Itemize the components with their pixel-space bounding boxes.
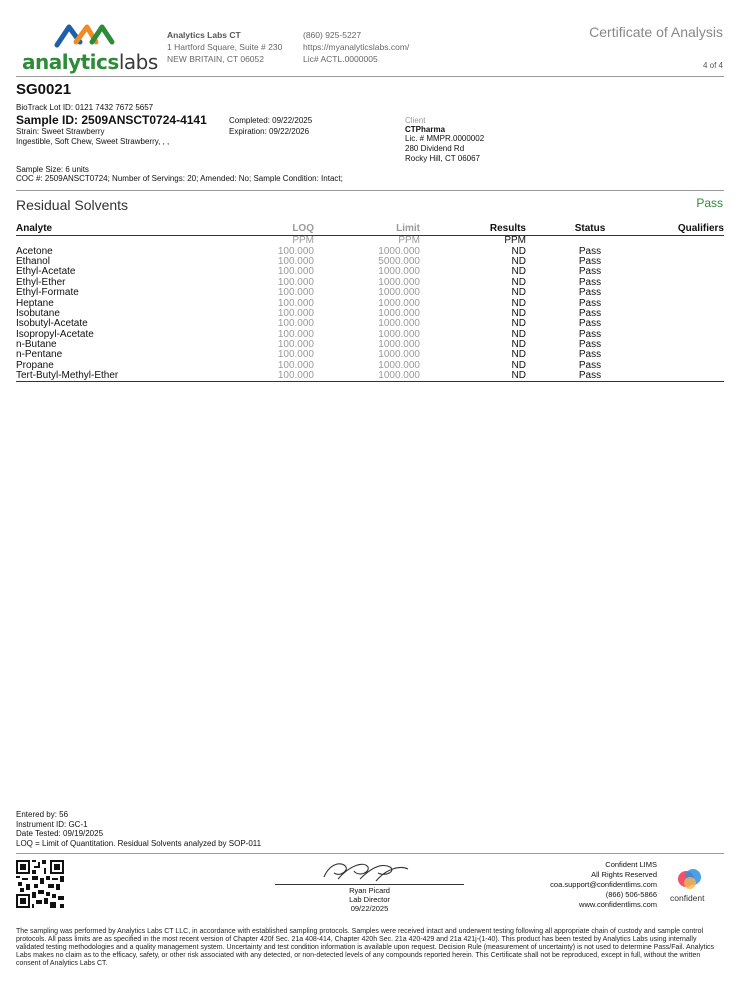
result-cell: ND <box>511 307 526 319</box>
analyte-cell: Ethyl-Acetate <box>16 266 76 278</box>
analyte-cell: Ethyl-Ether <box>16 276 66 288</box>
lab-address-block <box>167 29 282 65</box>
confident-logo-text: confident <box>670 893 705 903</box>
table-row <box>16 319 724 329</box>
status-cell: Pass <box>578 318 602 330</box>
status-cell: Pass <box>578 255 602 267</box>
matrix: Ingestible, Soft Chew, Sweet Strawberry, , , <box>16 137 170 146</box>
limit-cell: 5000.000 <box>378 255 420 267</box>
signer-title: Lab Director <box>349 895 390 904</box>
lab-name: Analytics Labs CT <box>167 30 241 40</box>
qualifier-cell <box>654 309 724 319</box>
qualifier-cell <box>654 246 724 256</box>
result-cell: ND <box>511 339 526 351</box>
status-cell: Pass <box>578 307 602 319</box>
result-cell: ND <box>511 359 526 371</box>
status-cell: Pass <box>578 245 602 257</box>
result-cell: ND <box>511 297 526 309</box>
limit-cell: 1000.000 <box>378 297 420 309</box>
client-block <box>405 116 484 164</box>
loq-cell: 100.000 <box>277 287 314 299</box>
analyte-cell: Propane <box>16 359 54 371</box>
result-cell: ND <box>420 371 526 382</box>
analytics-labs-logo-mark <box>54 22 116 48</box>
limit-cell: 1000.000 <box>378 266 420 278</box>
biotrack-lot-id: BioTrack Lot ID: 0121 7432 7672 5657 <box>16 103 154 112</box>
qualifier-cell <box>654 361 724 371</box>
table-row <box>16 246 724 256</box>
loq-cell: 100.000 <box>277 359 314 371</box>
date-tested: Date Tested: 09/19/2025 <box>16 829 104 838</box>
lims-website[interactable]: www.confidentlims.com <box>579 900 657 909</box>
client-license: Lic. # MMPR.0000002 <box>405 134 485 143</box>
limit-cell: 1000.000 <box>378 349 420 361</box>
footer-divider <box>16 853 724 854</box>
status-cell: Pass <box>578 276 602 288</box>
status-cell: Pass <box>578 297 602 309</box>
analytics-labs-logo-text: analyticslabs <box>22 50 158 74</box>
completed-date: Completed: 09/22/2025 <box>229 116 313 125</box>
page-number: 4 of 4 <box>702 61 723 70</box>
loq-cell: 100.000 <box>277 245 314 257</box>
analyte-cell: n-Butane <box>16 339 57 351</box>
table-row <box>16 309 724 319</box>
analyte-cell: Tert-Butyl-Methyl-Ether <box>16 371 226 382</box>
qualifier-cell <box>654 298 724 308</box>
limit-unit: PPM <box>398 235 420 247</box>
test-info-block <box>16 810 261 848</box>
qualifier-cell <box>654 267 724 277</box>
expiration-date: Expiration: 09/22/2026 <box>229 127 310 136</box>
units-row <box>16 236 724 247</box>
status-cell: Pass <box>526 371 654 382</box>
lims-phone: (866) 506-5866 <box>605 890 657 899</box>
confident-logo-icon <box>676 866 704 892</box>
header-analyte: Analyte <box>16 222 226 236</box>
section-title: Residual Solvents <box>16 197 129 213</box>
table-row <box>16 330 724 340</box>
loq-unit: PPM <box>292 235 314 247</box>
loq-cell: 100.000 <box>277 276 314 288</box>
sample-code: SG0021 <box>16 81 72 98</box>
entered-by: Entered by: 56 <box>16 810 69 819</box>
lab-phone: (860) 925-5227 <box>303 30 362 40</box>
limit-cell: 1000.000 <box>378 318 420 330</box>
signer-block <box>275 886 464 913</box>
table-row <box>16 267 724 277</box>
lab-license: Lic# ACTL.0000005 <box>303 54 378 64</box>
result-cell: ND <box>511 318 526 330</box>
analyte-cell: Isobutane <box>16 307 60 319</box>
loq-cell: 100.000 <box>277 266 314 278</box>
status-cell: Pass <box>578 359 602 371</box>
header-qualifiers: Qualifiers <box>654 222 724 236</box>
lab-contact-block <box>303 29 409 65</box>
lims-email[interactable]: coa.support@confidentlims.com <box>550 880 657 889</box>
analyte-cell: Ethanol <box>16 255 50 267</box>
loq-cell: 100.000 <box>277 328 314 340</box>
status-cell: Pass <box>578 287 602 299</box>
result-cell: ND <box>511 328 526 340</box>
instrument-id: Instrument ID: GC-1 <box>16 819 88 829</box>
loq-cell: 100.000 <box>277 349 314 361</box>
result-cell: ND <box>511 276 526 288</box>
table-row <box>16 340 724 350</box>
section-status: Pass <box>696 196 723 210</box>
coc-info: COC #: 2509ANSCT0724; Number of Servings: 20; Amended: No; Sample Condition: Intact; <box>16 174 343 183</box>
qualifier-cell <box>654 340 724 350</box>
header-divider <box>16 76 724 77</box>
analyte-cell: Isobutyl-Acetate <box>16 318 88 330</box>
strain: Strain: Sweet Strawberry <box>16 127 105 136</box>
loq-cell: 100.000 <box>277 339 314 351</box>
result-cell: ND <box>511 245 526 257</box>
limit-cell: 1000.000 <box>378 276 420 288</box>
client-label: Client <box>405 116 426 125</box>
status-cell: Pass <box>578 328 602 340</box>
signer-date: 09/22/2025 <box>350 904 389 913</box>
analyte-cell: Acetone <box>16 245 53 257</box>
results-table <box>16 222 724 382</box>
status-cell: Pass <box>578 349 602 361</box>
lab-address-line2: NEW BRITAIN, CT 06052 <box>167 54 264 64</box>
qualifier-cell <box>654 278 724 288</box>
limit-cell: 1000.000 <box>378 287 420 299</box>
header-results: Results <box>420 222 526 236</box>
qualifier-cell <box>654 319 724 329</box>
status-cell: Pass <box>578 266 602 278</box>
analyte-cell: n-Pentane <box>16 349 63 361</box>
limit-cell: 1000.000 <box>378 307 420 319</box>
status-cell: Pass <box>578 339 602 351</box>
disclaimer-text: The sampling was performed by Analytics Labs CT LLC, in accordance with established sampling protocols. Samples were received intact and underwent testing following all appropriate chain of custody and sample control protocols. All pass limits are as specified in the most recent version of Chapter 420f Sec. 21a 408-414, Chapter 420h Sec. 21a 420-429 and 21a 421j-(1-40). This product has been tested by Analytics Labs using internally validated testing methodologies and a quality management system. Uncertainty and test condition information is available upon request. Decision Rule (measurement of uncertainty) is not used to determine Pass/Fail. Analytics Labs makes no claim as to the efficacy, safety, or other risk associated with any detected, or non-detected levels of any compounds reported herein. This Certificate shall not be reproduced, except in full, without the written consent of Analytics Labs CT. <box>16 928 715 967</box>
header-loq: LOQ <box>226 222 314 236</box>
lims-name: Confident LIMS <box>605 860 657 869</box>
loq-cell: 100.000 <box>277 318 314 330</box>
lab-address-line1: 1 Hartford Square, Suite # 230 <box>167 42 283 52</box>
signature-image <box>320 857 412 885</box>
limit-cell: 1000.000 <box>314 371 420 382</box>
table-row <box>16 278 724 288</box>
loq-cell: 100.000 <box>226 371 314 382</box>
limit-cell: 1000.000 <box>378 245 420 257</box>
loq-cell: 100.000 <box>277 297 314 309</box>
loq-cell: 100.000 <box>277 307 314 319</box>
limit-cell: 1000.000 <box>378 359 420 371</box>
result-cell: ND <box>511 349 526 361</box>
limit-cell: 1000.000 <box>378 328 420 340</box>
qualifier-cell <box>654 288 724 298</box>
lab-website[interactable]: https://myanalyticslabs.com/ <box>303 42 410 52</box>
result-cell: ND <box>511 287 526 299</box>
table-row <box>16 288 724 298</box>
qualifier-cell <box>654 257 724 267</box>
qr-code-icon[interactable] <box>16 860 64 908</box>
table-row <box>16 371 724 382</box>
lims-info-block <box>550 860 657 910</box>
table-row <box>16 361 724 371</box>
analyte-cell: Heptane <box>16 297 54 309</box>
header-limit: Limit <box>314 222 420 236</box>
table-header-row <box>16 222 724 236</box>
qualifier-cell <box>654 371 724 382</box>
document-title: Certificate of Analysis <box>589 24 723 40</box>
table-row <box>16 350 724 360</box>
lims-rights: All Rights Reserved <box>591 870 657 879</box>
client-name: CTPharma <box>405 125 446 134</box>
result-cell: ND <box>511 266 526 278</box>
qualifier-cell <box>654 350 724 360</box>
analyte-cell: Ethyl-Formate <box>16 287 79 299</box>
loq-cell: 100.000 <box>277 255 314 267</box>
limit-cell: 1000.000 <box>378 339 420 351</box>
table-row <box>16 257 724 267</box>
client-address1: 280 Dividend Rd <box>405 144 465 153</box>
result-cell: ND <box>511 255 526 267</box>
sample-size: Sample Size: 6 units <box>16 165 89 174</box>
signature-line <box>275 884 464 885</box>
table-row <box>16 298 724 308</box>
sample-id: Sample ID: 2509ANSCT0724-4141 <box>16 113 207 127</box>
results-unit: PPM <box>504 235 526 247</box>
analyte-cell: Isopropyl-Acetate <box>16 328 94 340</box>
loq-note: LOQ = Limit of Quantitation. Residual Solvents analyzed by SOP-011 <box>16 838 262 848</box>
qualifier-cell <box>654 330 724 340</box>
client-address2: Rocky Hill, CT 06067 <box>405 154 480 163</box>
info-divider <box>16 190 724 191</box>
header-status: Status <box>526 222 654 236</box>
signer-name: Ryan Picard <box>349 886 390 895</box>
